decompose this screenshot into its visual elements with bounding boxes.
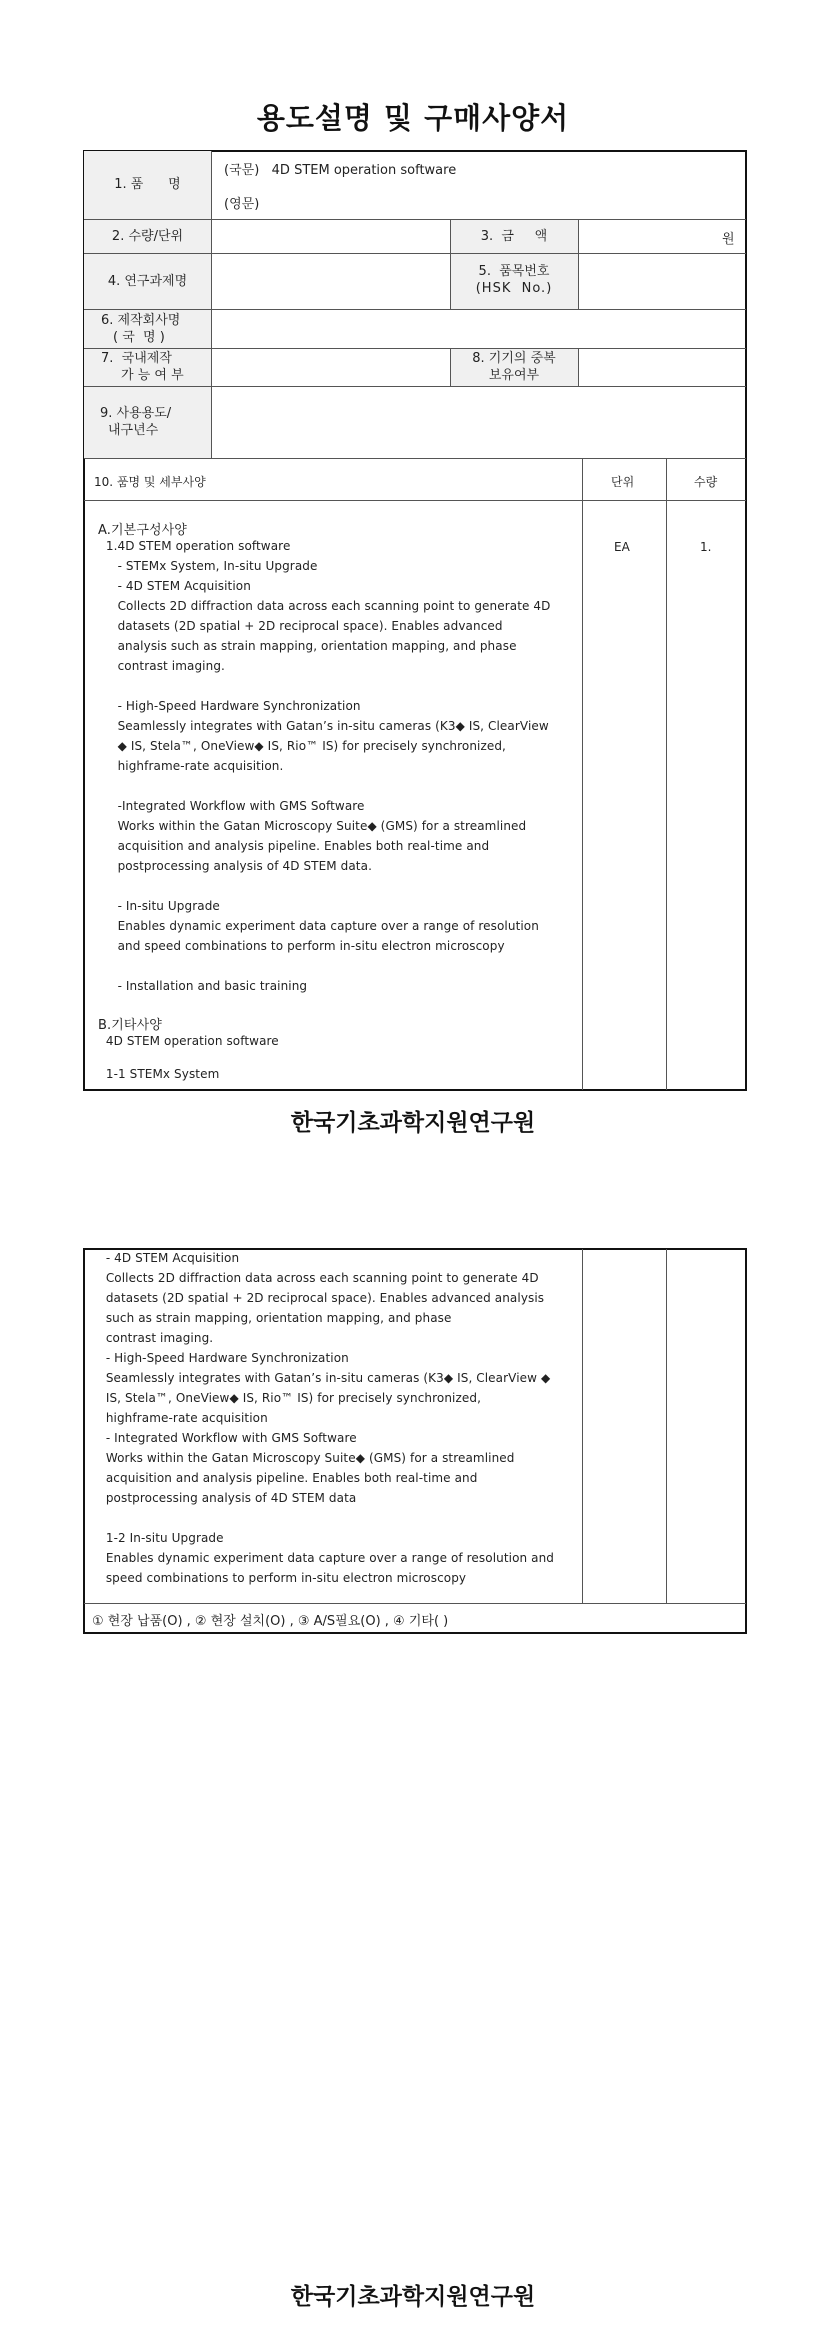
spec-header: 10. 품명 및 세부사양 [94,475,206,489]
spec-line: 1-1 STEMx System [98,1067,220,1081]
organization-footer-page2: 한국기초과학지원연구원 [290,2284,536,2310]
document-title: 용도설명 및 구매사양서 [256,101,570,135]
item-name-label: 1. 품 명 [114,177,181,192]
item-name-english: (영문) [224,197,260,212]
usage-label-line1: 9. 사용용도/ [100,406,172,421]
spec-line: A.기본구성사양 [98,523,187,538]
spec-line: highframe-rate acquisition. [98,759,284,773]
spec-line: Works within the Gatan Microscopy Suite◆ (GMS) for a streamlined [98,1451,515,1465]
qty-unit-label: 2. 수량/단위 [111,229,184,244]
item-name-korean: (국문) 4D STEM operation software [224,163,457,178]
spec-line: postprocessing analysis of 4D STEM data. [98,859,372,873]
spec-line: contrast imaging. [98,1331,214,1345]
spec-line: - In-situ Upgrade [98,899,220,913]
spec-line: Enables dynamic experiment data capture over a range of resolution and [98,1551,555,1565]
maker-label-line2: ( 국 명 ) [113,330,165,345]
spec-line: - 4D STEM Acquisition [98,579,251,593]
domestic-label-line2: 가 능 여 부 [121,368,184,383]
spec-line: - High-Speed Hardware Synchronization [98,1351,349,1365]
spec-line: 4D STEM operation software [98,1034,279,1048]
spec-line: Seamlessly integrates with Gatan’s in-situ cameras (K3◆ IS, ClearView ◆ [98,1371,551,1385]
spec-line: datasets (2D spatial + 2D reciprocal space). Enables advanced analysis [98,1291,545,1305]
spec-line: B.기타사양 [98,1018,162,1033]
unit-header: 단위 [611,475,635,489]
spec-line: - STEMx System, In-situ Upgrade [98,559,318,573]
spec-body-page1 [98,519,580,1089]
spec-body-page2 [98,1251,580,1601]
usage-label [84,405,211,439]
spec-line: - Installation and basic training [98,979,308,993]
spec-line: Collects 2D diffraction data across each scanning point to generate 4D [98,599,551,613]
spec-line: acquisition and analysis pipeline. Enables both real-time and [98,839,490,853]
part-no-label [450,263,578,297]
amount-label: 3. 금 액 [480,229,548,244]
spec-line: Works within the Gatan Microscopy Suite◆ (GMS) for a streamlined [98,819,527,833]
spec-line: Seamlessly integrates with Gatan’s in-situ cameras (K3◆ IS, ClearView [98,719,549,733]
spec-line: - 4D STEM Acquisition [98,1251,240,1265]
part-no-label-line1: 5. 품목번호 [478,264,550,279]
spec-line: Collects 2D diffraction data across each scanning point to generate 4D [98,1271,539,1285]
domestic-label-line1: 7. 국내제작 [101,351,172,366]
spec-line: 1-2 In-situ Upgrade [98,1531,224,1545]
unit-value: EA [614,540,630,554]
part-no-label-line2: (HSK No.) [475,281,553,296]
domestic-label [84,350,211,384]
spec-line: and speed combinations to perform in-situ electron microscopy [98,939,505,953]
spec-line: -Integrated Workflow with GMS Software [98,799,365,813]
spec-line: - Integrated Workflow with GMS Software [98,1431,357,1445]
spec-line: such as strain mapping, orientation mapping, and phase [98,1311,452,1325]
duplicate-label [450,350,578,384]
qty-header: 수량 [694,475,718,489]
spec-line: analysis such as strain mapping, orientation mapping, and phase [98,639,517,653]
maker-label [84,312,211,346]
spec-line: datasets (2D spatial + 2D reciprocal space). Enables advanced [98,619,503,633]
amount-unit: 원 [722,232,735,247]
spec-line: Enables dynamic experiment data capture over a range of resolution [98,919,539,933]
spec-line: postprocessing analysis of 4D STEM data [98,1491,357,1505]
spec-line: ◆ IS, Stela™, OneView◆ IS, Rio™ IS) for precisely synchronized, [98,739,506,753]
qty-value: 1. [700,540,712,554]
spec-line: speed combinations to perform in-situ electron microscopy [98,1571,467,1585]
duplicate-label-line2: 보유여부 [488,368,540,383]
spec-line: IS, Stela™, OneView◆ IS, Rio™ IS) for precisely synchronized, [98,1391,481,1405]
duplicate-label-line1: 8. 기기의 중복 [472,351,556,366]
project-label: 4. 연구과제명 [107,274,188,289]
usage-label-line2: 내구년수 [108,423,159,438]
spec-line: highframe-rate acquisition [98,1411,268,1425]
spec-line: 1.4D STEM operation software [98,539,291,553]
maker-label-line1: 6. 제작회사명 [101,313,181,328]
organization-footer: 한국기초과학지원연구원 [290,1110,536,1136]
spec-line: - High-Speed Hardware Synchronization [98,699,361,713]
delivery-options: ① 현장 납품(O) , ② 현장 설치(O) , ③ A/S필요(O) , ④ 기타( ) [92,1614,449,1629]
spec-line: acquisition and analysis pipeline. Enables both real-time and [98,1471,478,1485]
spec-line: contrast imaging. [98,659,225,673]
